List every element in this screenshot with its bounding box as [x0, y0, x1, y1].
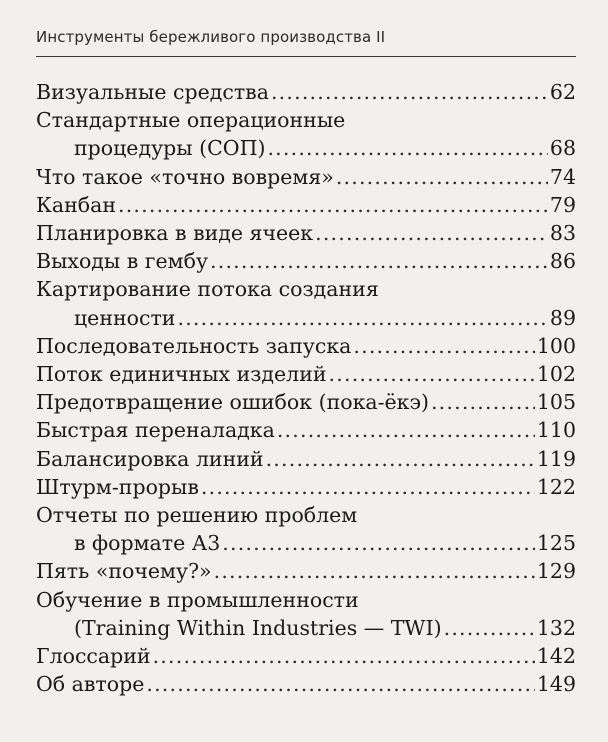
- dot-leader: [118, 191, 548, 219]
- toc-entry: [36, 275, 576, 331]
- table-of-contents: [36, 78, 576, 698]
- toc-entry: [36, 247, 576, 275]
- toc-entry-line: [36, 332, 576, 360]
- dot-leader: [214, 557, 535, 585]
- toc-entry-line: [36, 557, 576, 585]
- toc-entry-line: [36, 614, 576, 642]
- toc-entry-title: (Training Within Industries — TWI): [74, 615, 442, 640]
- toc-entry-title: Быстрая переналадка: [36, 418, 275, 443]
- toc-entry-title: Стандартные операционные: [36, 108, 346, 133]
- toc-entry-line: [36, 163, 576, 191]
- toc-page-number: 122: [536, 474, 576, 499]
- toc-page-number: 125: [536, 531, 576, 556]
- toc-entry-title: Глоссарий: [36, 644, 151, 669]
- toc-page-number: 74: [549, 164, 576, 189]
- toc-page-number: 142: [536, 644, 576, 669]
- toc-entry-title: Поток единичных изделий: [36, 362, 327, 387]
- dot-leader: [431, 388, 535, 416]
- toc-entry-line: [36, 191, 576, 219]
- dot-leader: [353, 332, 534, 360]
- toc-entry-line: [36, 445, 576, 473]
- toc-entry: [36, 445, 576, 473]
- toc-page-number: 89: [549, 305, 576, 330]
- toc-entry-line: [36, 586, 576, 614]
- toc-entry-line: [36, 275, 576, 303]
- toc-entry: [36, 163, 576, 191]
- dot-leader: [222, 529, 535, 557]
- toc-entry: [36, 191, 576, 219]
- toc-entry-title: Обучение в промышленности: [36, 587, 359, 612]
- dot-leader: [266, 445, 535, 473]
- dot-leader: [177, 304, 547, 332]
- toc-entry: [36, 586, 576, 642]
- toc-entry: [36, 78, 576, 106]
- toc-entry-title: Балансировка линий: [36, 446, 264, 471]
- dot-leader: [336, 163, 548, 191]
- toc-page-number: 100: [536, 333, 576, 358]
- toc-page-number: 86: [549, 249, 576, 274]
- toc-entry-line: [36, 304, 576, 332]
- dot-leader: [201, 473, 535, 501]
- toc-entry-title: в формате А3: [74, 531, 221, 556]
- dot-leader: [271, 78, 548, 106]
- toc-entry-line: [36, 106, 576, 134]
- toc-entry-line: [36, 134, 576, 162]
- toc-entry: [36, 642, 576, 670]
- running-header: Инструменты бережливого производства II: [36, 28, 386, 46]
- toc-entry-line: [36, 642, 576, 670]
- toc-entry-line: [36, 416, 576, 444]
- dot-leader: [277, 416, 535, 444]
- toc-page-number: 105: [536, 390, 576, 415]
- dot-leader: [267, 134, 547, 162]
- toc-page-number: 132: [536, 615, 576, 640]
- dot-leader: [315, 219, 548, 247]
- toc-page-number: 129: [536, 559, 576, 584]
- toc-entry: [36, 557, 576, 585]
- toc-entry: [36, 332, 576, 360]
- toc-page-number: 149: [536, 672, 576, 697]
- toc-entry-title: Отчеты по решению проблем: [36, 503, 358, 528]
- toc-entry: [36, 360, 576, 388]
- header-rule: [36, 56, 576, 57]
- toc-entry-title: процедуры (СОП): [74, 136, 266, 161]
- toc-page-number: 83: [549, 221, 576, 246]
- toc-entry-title: Канбан: [36, 192, 116, 217]
- toc-entry-line: [36, 501, 576, 529]
- toc-entry-title: Планировка в виде ячеек: [36, 221, 314, 246]
- toc-entry-line: [36, 529, 576, 557]
- dot-leader: [444, 614, 535, 642]
- dot-leader: [329, 360, 535, 388]
- toc-page-number: 79: [549, 192, 576, 217]
- dot-leader: [210, 247, 548, 275]
- toc-page-number: 102: [536, 362, 576, 387]
- toc-entry-line: [36, 360, 576, 388]
- toc-entry-line: [36, 247, 576, 275]
- toc-page-number: 110: [536, 418, 576, 443]
- dot-leader: [146, 670, 534, 698]
- toc-entry-title: ценности: [74, 305, 176, 330]
- toc-entry-title: Предотвращение ошибок (пока-ёкэ): [36, 390, 429, 415]
- toc-page-number: 68: [549, 136, 576, 161]
- toc-entry: [36, 388, 576, 416]
- toc-page-number: 119: [536, 446, 576, 471]
- toc-entry-line: [36, 473, 576, 501]
- toc-entry: [36, 473, 576, 501]
- toc-entry-title: Визуальные средства: [36, 80, 269, 104]
- toc-page-number: 62: [549, 80, 576, 104]
- toc-entry-line: [36, 219, 576, 247]
- toc-entry-title: Картирование потока создания: [36, 277, 379, 302]
- toc-entry: [36, 416, 576, 444]
- toc-entry-title: Штурм-прорыв: [36, 474, 199, 499]
- toc-entry-line: [36, 388, 576, 416]
- toc-entry: [36, 501, 576, 557]
- toc-entry-line: [36, 670, 576, 698]
- toc-entry-title: Пять «почему?»: [36, 559, 212, 584]
- toc-entry: [36, 670, 576, 698]
- toc-entry-line: [36, 78, 576, 106]
- toc-entry: [36, 106, 576, 162]
- toc-entry-title: Об авторе: [36, 672, 145, 697]
- dot-leader: [153, 642, 535, 670]
- toc-entry: [36, 219, 576, 247]
- toc-entry-title: Выходы в гембу: [36, 249, 209, 274]
- toc-entry-title: Что такое «точно вовремя»: [36, 164, 334, 189]
- toc-entry-title: Последовательность запуска: [36, 333, 352, 358]
